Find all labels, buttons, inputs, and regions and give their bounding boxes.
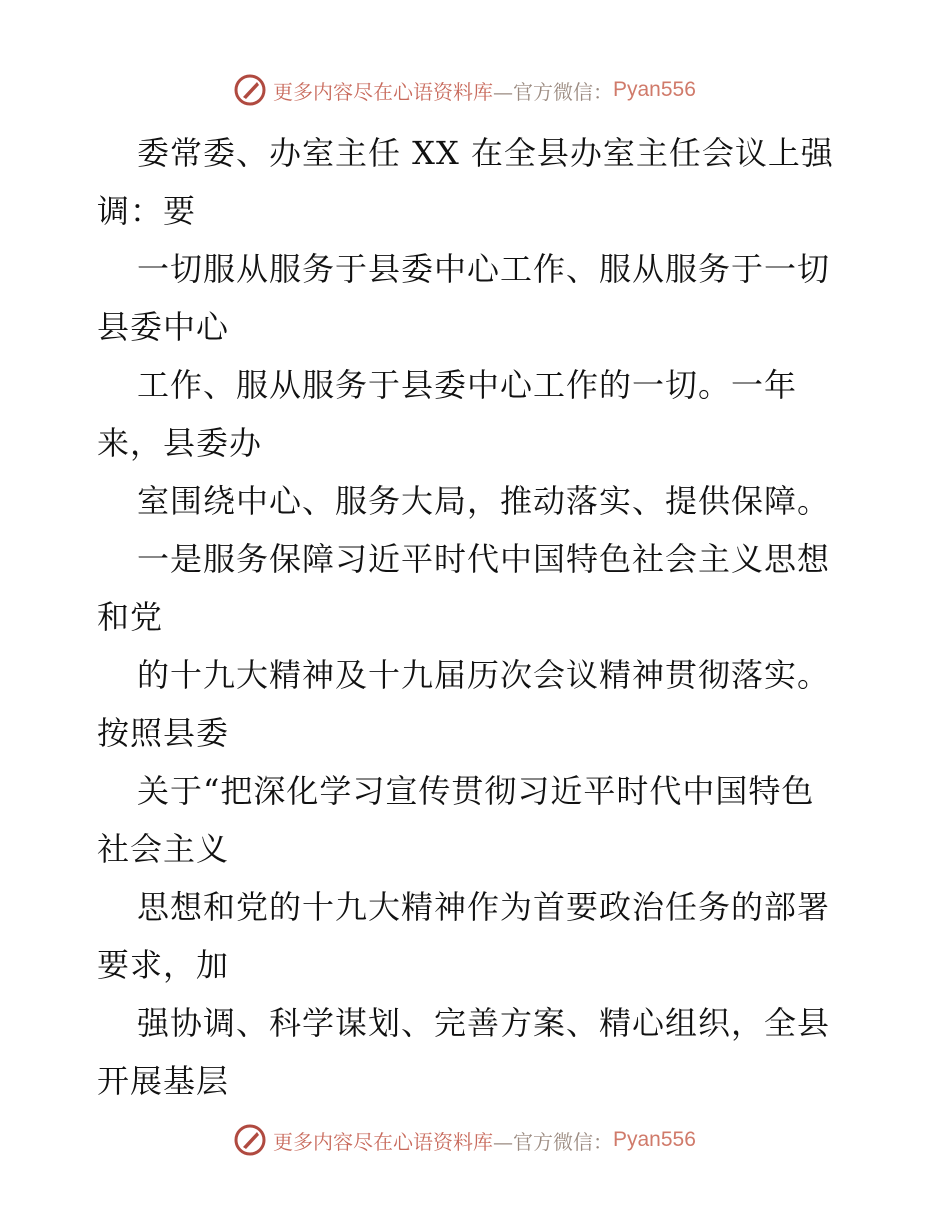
- text-line: 调：要: [97, 192, 197, 230]
- banner-wechat-id: Pyan556: [613, 1128, 696, 1151]
- text-line: 关于“把深化学习宣传贯彻习近平时代中国特色: [137, 772, 815, 810]
- text-line: 县委中心: [97, 308, 230, 346]
- banner-title: 更多内容尽在心语资料库: [273, 1129, 493, 1154]
- text-line: 一切服从服务于县委中心工作、服从服务于一切: [137, 250, 831, 288]
- text-line: 强协调、科学谋划、完善方案、精心组织，全县: [137, 1004, 831, 1042]
- text-line: 工作、服从服务于县委中心工作的一切。一年: [137, 366, 798, 404]
- text-line: 室围绕中心、服务大局，推动落实、提供保障。: [137, 482, 831, 520]
- banner-separator: —官方微信：: [493, 79, 613, 104]
- text-line: 开展基层: [97, 1062, 230, 1100]
- text-line: 委常委、办室主任 XX 在全县办室主任会议上强: [137, 134, 834, 172]
- text-line: 和党: [97, 598, 164, 636]
- text-line: 来，县委办: [97, 424, 263, 462]
- footer-banner: [233, 1120, 713, 1160]
- text-line: 按照县委: [97, 714, 230, 752]
- text-line: 思想和党的十九大精神作为首要政治任务的部署: [137, 888, 831, 926]
- banner-wechat-id: Pyan556: [613, 78, 696, 101]
- text-line: 要求，加: [97, 946, 230, 984]
- pen-logo-icon: [233, 73, 267, 107]
- header-banner: [233, 70, 713, 110]
- banner-title: 更多内容尽在心语资料库: [273, 79, 493, 104]
- text-line: 的十九大精神及十九届历次会议精神贯彻落实。: [137, 656, 831, 694]
- banner-separator: —官方微信：: [493, 1129, 613, 1154]
- pen-logo-icon: [233, 1123, 267, 1157]
- text-line: 社会主义: [97, 830, 230, 868]
- document-body: [97, 124, 877, 1110]
- text-line: 一是服务保障习近平时代中国特色社会主义思想: [137, 540, 831, 578]
